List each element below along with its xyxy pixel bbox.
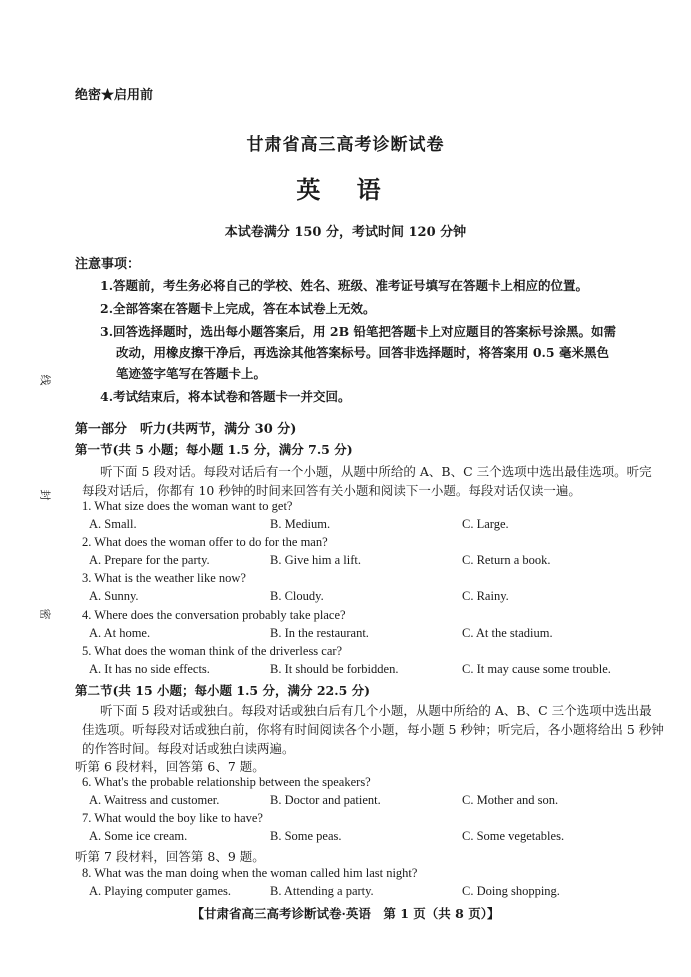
option-b: B. Some peas.	[270, 829, 342, 843]
section1-instructions: 听下面 5 段对话。每段对话后有一个小题，从题中所给的 A、B、C 三个选项中选出最佳选项。听完	[100, 464, 652, 479]
note-item: 笔迹签字笔写在答题卡上。	[116, 366, 267, 381]
note-item: 3.回答选择题时，选出每小题答案后，用 2B 铅笔把答题卡上对应题目的答案标号涂黑。如需	[100, 324, 617, 339]
question: 7. What would the boy like to have?	[82, 811, 263, 825]
section1-instructions: 每段对话后，你都有 10 秒钟的时间来回答有关小题和阅读下一小题。每段对话仅读一遍。	[82, 483, 581, 498]
option-a: A. At home.	[89, 626, 151, 640]
question: 2. What does the woman offer to do for the man?	[82, 535, 328, 549]
subject-title: 英 语	[296, 175, 395, 204]
material-note: 听第 7 段材料，回答第 8、9 题。	[75, 849, 265, 864]
option-b: B. Attending a party.	[270, 884, 374, 898]
option-c: C. Return a book.	[462, 553, 551, 567]
notes-heading: 注意事项：	[75, 257, 141, 272]
question: 4. Where does the conversation probably take place?	[82, 608, 346, 622]
section1-heading: 第一节(共 5 小题；每小题 1.5 分，满分 7.5 分)	[75, 442, 353, 457]
option-a: A. Waitress and customer.	[89, 793, 220, 807]
option-b: B. In the restaurant.	[270, 626, 369, 640]
option-b: B. Medium.	[270, 517, 331, 531]
option-b: B. Cloudy.	[270, 589, 324, 603]
confidential-label: 绝密★启用前	[75, 88, 154, 103]
option-a: A. Some ice cream.	[89, 829, 188, 843]
option-b: B. Give him a lift.	[270, 553, 361, 567]
option-a: A. Sunny.	[89, 589, 139, 603]
binding-mark-seal: 封	[38, 489, 52, 501]
option-c: C. Some vegetables.	[462, 829, 565, 843]
part1-heading: 第一部分 听力(共两节，满分 30 分)	[75, 422, 297, 437]
section2-heading: 第二节(共 15 小题；每小题 1.5 分，满分 22.5 分)	[75, 683, 371, 698]
option-a: A. It has no side effects.	[89, 662, 210, 676]
question: 5. What does the woman think of the driverless car?	[82, 644, 343, 658]
option-c: C. At the stadium.	[462, 626, 553, 640]
exam-info: 本试卷满分 150 分，考试时间 120 分钟	[224, 225, 467, 240]
option-b: B. It should be forbidden.	[270, 662, 399, 676]
exam-title: 甘肃省高三高考诊断试卷	[246, 135, 445, 155]
question: 8. What was the man doing when the woman called him last night?	[82, 866, 418, 880]
binding-mark-secret: 密	[38, 608, 52, 620]
material-note: 听第 6 段材料，回答第 6、7 题。	[75, 759, 265, 774]
section2-instructions: 佳选项。听每段对话或独白前，你将有时间阅读各个小题，每小题 5 秒钟；听完后，各小题将给出 5 秒钟	[82, 722, 664, 737]
question: 1. What size does the woman want to get?	[82, 499, 293, 513]
option-b: B. Doctor and patient.	[270, 793, 381, 807]
option-c: C. Mother and son.	[462, 793, 559, 807]
option-c: C. Rainy.	[462, 589, 509, 603]
option-c: C. Doing shopping.	[462, 884, 560, 898]
question: 3. What is the weather like now?	[82, 571, 246, 585]
option-a: A. Playing computer games.	[89, 884, 231, 898]
option-c: C. It may cause some trouble.	[462, 662, 611, 676]
option-a: A. Prepare for the party.	[89, 553, 210, 567]
option-a: A. Small.	[89, 517, 137, 531]
note-item: 改动，用橡皮擦干净后，再选涂其他答案标号。回答非选择题时，将答案用 0.5 毫米黑色	[116, 345, 609, 360]
note-item: 1.答题前，考生务必将自己的学校、姓名、班级、准考证号填写在答题卡上相应的位置。	[100, 278, 589, 293]
note-item: 2.全部答案在答题卡上完成，答在本试卷上无效。	[100, 301, 376, 316]
note-item: 4.考试结束后，将本试卷和答题卡一并交回。	[100, 389, 351, 404]
option-c: C. Large.	[462, 517, 509, 531]
page-footer: 【甘肃省高三高考诊断试卷·英语 第 1 页（共 8 页）】	[191, 906, 500, 921]
section2-instructions: 听下面 5 段对话或独白。每段对话或独白后有几个小题，从题中所给的 A、B、C 三个选项中选出最	[100, 703, 652, 718]
question: 6. What's the probable relationship between the speakers?	[82, 775, 371, 789]
section2-instructions: 的作答时间。每段对话或独白读两遍。	[82, 741, 295, 756]
binding-mark-line: 线	[38, 374, 52, 386]
